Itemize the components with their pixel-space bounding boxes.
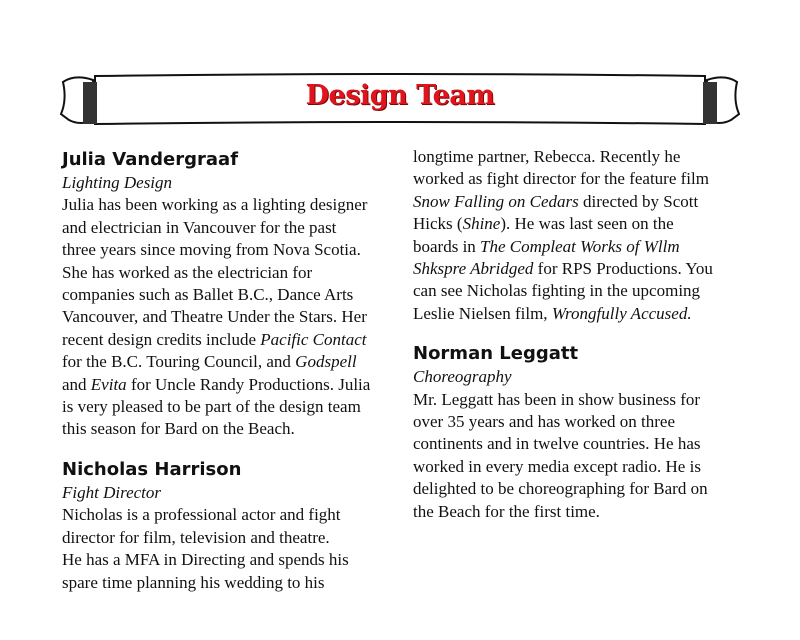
bio-line (62, 527, 407, 549)
italic-title: Shine (462, 214, 501, 234)
bio-line (62, 351, 407, 373)
person-name: Julia Vandergraaf (62, 149, 239, 170)
italic-title: Snow Falling on Cedars (413, 191, 579, 211)
bio-text: and electrician in Vancouver for the past (62, 217, 337, 237)
person-role: Lighting Design (62, 173, 173, 192)
bio-line (413, 280, 758, 302)
bio-text: Nicholas is a professional actor and fight (62, 505, 341, 525)
bio-line (62, 329, 407, 351)
bio-text: delighted to be choreographing for Bard on (413, 479, 708, 499)
bio-text: She has worked as the electrician for (62, 262, 313, 282)
bio-line (413, 389, 758, 411)
bio-line (62, 194, 407, 216)
bio-line (413, 258, 758, 280)
bio-text: Mr. Leggatt has been in show business for (413, 389, 701, 409)
bio-text: directed by Scott (578, 191, 699, 211)
bio-line (413, 236, 758, 258)
bio-line (62, 396, 407, 418)
bio-text: worked in every media except radio. He is (413, 456, 701, 476)
bio-text: can see Nicholas fighting in the upcoming (413, 281, 701, 301)
bio-text: worked as fight director for the feature film (413, 169, 709, 189)
italic-title: Godspell (295, 352, 357, 372)
italic-title: The Compleat Works of Wllm (480, 236, 680, 256)
bio-text: Hicks ( (413, 214, 463, 234)
person-role: Choreography (413, 367, 512, 387)
bio-line (413, 168, 758, 190)
bio-line (62, 549, 407, 571)
bio-line (413, 433, 758, 455)
bio-line (413, 456, 758, 478)
bio-text: Leslie Nielsen film, (413, 303, 552, 323)
bio-line (62, 306, 407, 328)
bio-line (413, 478, 758, 500)
bio-text: spare time planning his wedding to his (62, 572, 325, 592)
bio-text: ). He was last seen on the (500, 214, 674, 234)
bio-text: director for film, television and theatre. (62, 527, 330, 547)
bio-text: Vancouver, and Theatre Under the Stars. Her (62, 307, 367, 327)
bio-text: longtime partner, Rebecca. Recently he (413, 147, 681, 166)
bio-line (62, 262, 407, 284)
bio-line (413, 303, 758, 325)
spacer (413, 325, 758, 342)
bio-line (62, 418, 407, 440)
section-title: Design Team (305, 80, 495, 111)
bio-text: for Uncle Randy Productions. Julia (126, 374, 371, 394)
bio-line (62, 374, 407, 396)
bio-text: the Beach for the first time. (413, 501, 600, 521)
bio-text: Julia has been working as a lighting designer (62, 195, 368, 215)
person-name: Nicholas Harrison (62, 458, 242, 480)
person-role: Fight Director (62, 482, 161, 502)
bio-text: over 35 years and has worked on three (413, 412, 675, 432)
bio-line (62, 504, 407, 526)
bio-line (62, 572, 407, 594)
bio-line (62, 217, 407, 239)
bio-line (413, 191, 758, 213)
bio-text: for the B.C. Touring Council, and (62, 352, 296, 372)
bio-text: three years since moving from Nova Scotia. (62, 240, 361, 260)
right-column (413, 146, 758, 523)
bio-line (413, 411, 758, 433)
left-column (62, 148, 407, 594)
bio-text: He has a MFA in Directing and spends his (62, 550, 349, 570)
bio-line (413, 213, 758, 235)
bio-text: this season for Bard on the Beach. (62, 419, 295, 439)
bio-line (413, 146, 758, 168)
italic-title: Evita (90, 374, 127, 394)
bio-text: continents and in twelve countries. He has (413, 434, 701, 454)
bio-text: and (62, 374, 91, 394)
italic-title: Wrongfully Accused. (551, 303, 692, 323)
italic-title: Shkspre Abridged (413, 259, 534, 279)
bio-text: companies such as Ballet B.C., Dance Arts (62, 285, 354, 305)
bio-line (62, 239, 407, 261)
bio-text: is very pleased to be part of the design team (62, 397, 361, 417)
bio-line (413, 501, 758, 523)
bio-text: recent design credits include (62, 329, 261, 349)
person-name: Norman Leggatt (413, 343, 579, 365)
bio-text: boards in (413, 236, 481, 256)
bio-line (62, 284, 407, 306)
spacer (62, 441, 407, 458)
italic-title: Pacific Contact (260, 329, 367, 349)
bio-text: for RPS Productions. You (533, 259, 713, 279)
